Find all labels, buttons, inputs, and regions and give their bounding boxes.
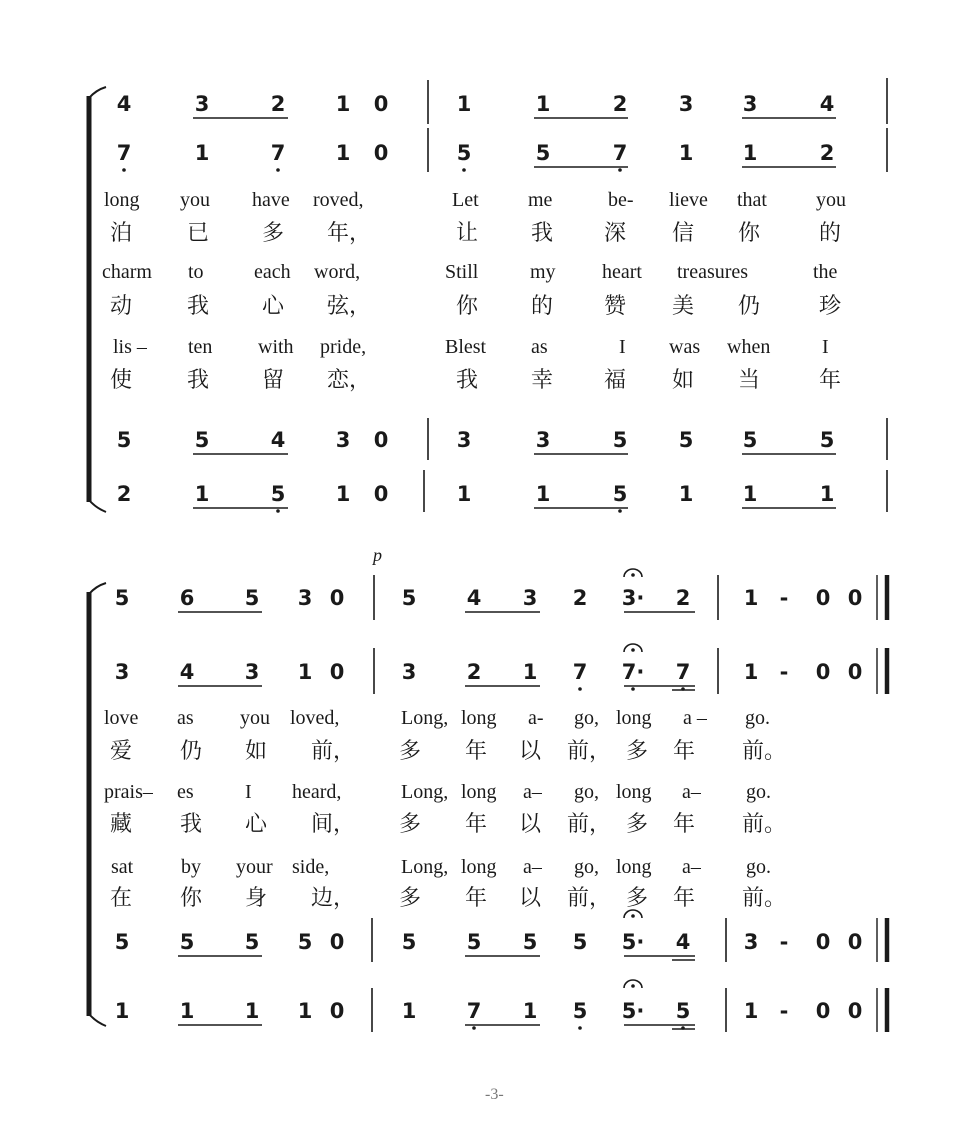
lyric-word: sat xyxy=(111,856,134,878)
note: 1 xyxy=(678,141,694,165)
octave-dot xyxy=(276,168,280,172)
lyric-char: 身 xyxy=(245,886,268,911)
octave-dot xyxy=(462,168,466,172)
lyric-char: 弦， xyxy=(327,294,372,319)
note: 0 xyxy=(847,586,863,610)
lyric-char: 深 xyxy=(604,221,627,246)
note: 4 xyxy=(270,428,286,452)
lyric-char: 你 xyxy=(738,221,761,246)
lyric-char: 边， xyxy=(311,886,356,911)
lyric-word: treasures xyxy=(677,261,749,283)
lyric-word: was xyxy=(669,336,701,358)
octave-dot xyxy=(472,1026,476,1030)
lyric-char: 以 xyxy=(519,886,542,911)
note: 5 xyxy=(179,930,195,954)
lyric-word: go. xyxy=(746,781,771,803)
lyric-word: heart xyxy=(602,261,642,283)
lyric-char: 年， xyxy=(327,221,372,246)
note: 0 xyxy=(373,92,389,116)
lyric-char: 前， xyxy=(311,739,356,764)
lyric-word: a – xyxy=(683,707,707,729)
note: 5 xyxy=(114,586,130,610)
lyric-char: 心 xyxy=(262,294,285,319)
lyric-char: 爱 xyxy=(110,739,133,764)
octave-dot xyxy=(618,168,622,172)
lyric-char: 我 xyxy=(187,368,210,393)
lyric-word: Long, xyxy=(401,781,449,803)
note: 5 xyxy=(742,428,758,452)
note: 2 xyxy=(270,92,286,116)
lyric-char: 泊 xyxy=(110,221,133,246)
note: 5 xyxy=(116,428,132,452)
note: 6 xyxy=(179,586,195,610)
note: 0 xyxy=(815,999,831,1023)
lyric-word: long xyxy=(461,781,497,803)
lyric-word: Still xyxy=(445,261,479,283)
lyric-word: me xyxy=(528,189,553,211)
note: 7 xyxy=(612,141,628,165)
lyric-word: long xyxy=(461,707,497,729)
note: - xyxy=(779,586,789,610)
lyric-char: 前， xyxy=(567,886,612,911)
lyric-char: 福 xyxy=(604,368,627,393)
lyric-word: word, xyxy=(314,261,361,283)
note: 2 xyxy=(572,586,588,610)
lyric-char: 前， xyxy=(567,739,612,764)
note: 7· xyxy=(621,660,645,684)
note: 5 xyxy=(244,930,260,954)
fermata-dot xyxy=(631,573,635,577)
lyric-word: Long, xyxy=(401,707,449,729)
octave-dot xyxy=(578,687,582,691)
lyric-char: 以 xyxy=(519,739,542,764)
lyric-word: my xyxy=(530,261,556,283)
note: 3 xyxy=(244,660,260,684)
note: 4 xyxy=(819,92,835,116)
lyric-char: 以 xyxy=(519,812,542,837)
note: 4 xyxy=(675,930,691,954)
note: 5 xyxy=(572,999,588,1023)
lyric-word: go. xyxy=(746,856,771,878)
lyric-char: 你 xyxy=(180,886,203,911)
note: 5 xyxy=(401,930,417,954)
lyric-char: 的 xyxy=(531,294,554,319)
note: 5 xyxy=(114,930,130,954)
note: 1 xyxy=(335,482,351,506)
lyric-char: 年 xyxy=(673,812,696,837)
note: 1 xyxy=(819,482,835,506)
lyric-char: 动 xyxy=(110,294,133,319)
note: 1 xyxy=(535,482,551,506)
note: 3 xyxy=(522,586,538,610)
note: 0 xyxy=(815,930,831,954)
lyric-word: you xyxy=(180,189,210,211)
bracket-bottom-hook xyxy=(89,1014,106,1026)
note: 7 xyxy=(466,999,482,1023)
note: 0 xyxy=(329,999,345,1023)
note: 3 xyxy=(456,428,472,452)
lyric-char: 当 xyxy=(738,368,761,393)
note: 1 xyxy=(335,92,351,116)
note: 7 xyxy=(270,141,286,165)
lyric-char: 多 xyxy=(399,886,422,911)
lyric-char: 珍 xyxy=(819,294,842,319)
lyric-char: 我 xyxy=(531,221,554,246)
lyric-char: 前， xyxy=(567,812,612,837)
note: 0 xyxy=(847,660,863,684)
lyric-word: prais– xyxy=(104,781,153,803)
note: 4 xyxy=(179,660,195,684)
note: 1 xyxy=(743,586,759,610)
note: 5 xyxy=(522,930,538,954)
lyric-word: go, xyxy=(574,707,599,729)
note: 3 xyxy=(335,428,351,452)
lyric-word: I xyxy=(822,336,829,358)
lyric-char: 多 xyxy=(399,812,422,837)
lyric-word: long xyxy=(104,189,140,211)
lyric-char: 多 xyxy=(399,739,422,764)
lyric-char: 心 xyxy=(245,812,268,837)
note: 4 xyxy=(116,92,132,116)
bracket-top-hook xyxy=(89,583,106,594)
note: - xyxy=(779,930,789,954)
note: 3 xyxy=(742,92,758,116)
note: 5 xyxy=(297,930,313,954)
lyric-char: 我 xyxy=(456,368,479,393)
lyric-word: Long, xyxy=(401,856,449,878)
note: 0 xyxy=(373,482,389,506)
lyric-word: you xyxy=(816,189,846,211)
note: 7 xyxy=(675,660,691,684)
lyric-char: 藏 xyxy=(110,812,133,837)
note: 3 xyxy=(535,428,551,452)
note: 5 xyxy=(819,428,835,452)
lyric-word: long xyxy=(616,707,652,729)
note: 5 xyxy=(401,586,417,610)
lyric-char: 信 xyxy=(672,221,695,246)
lyric-word: a– xyxy=(523,781,542,803)
fermata-dot xyxy=(631,648,635,652)
bracket-top-hook xyxy=(89,87,106,98)
lyric-char: 如 xyxy=(245,739,268,764)
note: 3 xyxy=(194,92,210,116)
lyric-char: 仍 xyxy=(738,294,761,319)
lyric-char: 你 xyxy=(456,294,479,319)
lyric-char: 恋， xyxy=(327,368,372,393)
note: 3 xyxy=(743,930,759,954)
octave-dot xyxy=(276,509,280,513)
note: 0 xyxy=(815,586,831,610)
dynamic-marking: p xyxy=(373,545,382,565)
lyric-word: your xyxy=(236,856,273,878)
lyric-char: 年 xyxy=(819,368,842,393)
lyric-word: each xyxy=(254,261,291,283)
lyric-word: side, xyxy=(292,856,330,878)
lyric-word: heard, xyxy=(292,781,342,803)
note: 1 xyxy=(535,92,551,116)
lyric-char: 年 xyxy=(673,739,696,764)
lyric-char: 年 xyxy=(465,812,488,837)
note: 2 xyxy=(675,586,691,610)
lyric-word: pride, xyxy=(320,336,367,358)
note: 2 xyxy=(612,92,628,116)
lyric-char: 在 xyxy=(110,886,133,911)
lyric-word: as xyxy=(531,336,548,358)
lyric-word: long xyxy=(616,856,652,878)
lyric-word: when xyxy=(727,336,771,358)
note: 5 xyxy=(612,482,628,506)
note: 1 xyxy=(401,999,417,1023)
note: 0 xyxy=(815,660,831,684)
note: 1 xyxy=(522,999,538,1023)
note: 1 xyxy=(742,482,758,506)
lyric-word: as xyxy=(177,707,194,729)
note: 3· xyxy=(621,586,645,610)
note: 3 xyxy=(401,660,417,684)
lyric-char: 我 xyxy=(187,294,210,319)
note: - xyxy=(779,660,789,684)
lyric-char: 年 xyxy=(465,886,488,911)
note: 1 xyxy=(456,482,472,506)
lyric-char: 多 xyxy=(626,739,649,764)
octave-dot xyxy=(122,168,126,172)
lyric-word: I xyxy=(245,781,252,803)
lyric-word: the xyxy=(813,261,838,283)
note: 7 xyxy=(572,660,588,684)
note: 5 xyxy=(678,428,694,452)
note: 1 xyxy=(743,660,759,684)
lyric-char: 多 xyxy=(626,886,649,911)
lyric-word: roved, xyxy=(313,189,364,211)
bracket-bottom-hook xyxy=(89,500,106,512)
note: 5 xyxy=(466,930,482,954)
note: 1 xyxy=(179,999,195,1023)
note: 5· xyxy=(621,930,645,954)
fermata-dot xyxy=(631,914,635,918)
note: 1 xyxy=(194,141,210,165)
lyric-word: go. xyxy=(745,707,770,729)
lyric-word: lis – xyxy=(113,336,147,358)
note: 0 xyxy=(329,586,345,610)
note: 0 xyxy=(847,930,863,954)
lyric-word: a– xyxy=(682,856,701,878)
note: 1 xyxy=(335,141,351,165)
lyric-word: be- xyxy=(608,189,634,211)
lyric-word: long xyxy=(616,781,652,803)
lyric-char: 前。 xyxy=(742,812,787,837)
lyric-word: charm xyxy=(102,261,152,283)
note: 7 xyxy=(116,141,132,165)
note: 2 xyxy=(466,660,482,684)
lyric-word: Let xyxy=(452,189,479,211)
note: 3 xyxy=(114,660,130,684)
note: 0 xyxy=(847,999,863,1023)
lyric-char: 让 xyxy=(456,221,479,246)
lyric-word: es xyxy=(177,781,194,803)
lyric-word: that xyxy=(737,189,767,211)
lyric-word: go, xyxy=(574,856,599,878)
note: 1 xyxy=(114,999,130,1023)
note: 1 xyxy=(194,482,210,506)
note: 5 xyxy=(244,586,260,610)
octave-dot xyxy=(578,1026,582,1030)
note: 1 xyxy=(742,141,758,165)
lyric-char: 幸 xyxy=(531,368,554,393)
page-number: -3- xyxy=(485,1086,504,1103)
note: 1 xyxy=(743,999,759,1023)
note: 1 xyxy=(678,482,694,506)
lyric-word: Blest xyxy=(445,336,487,358)
lyric-word: a– xyxy=(682,781,701,803)
note: 0 xyxy=(373,428,389,452)
lyric-char: 使 xyxy=(110,368,133,393)
note: 1 xyxy=(297,999,313,1023)
note: 5 xyxy=(270,482,286,506)
lyric-word: with xyxy=(258,336,294,358)
note: 5 xyxy=(535,141,551,165)
note: 1 xyxy=(244,999,260,1023)
lyric-char: 留 xyxy=(262,368,285,393)
lyric-word: love xyxy=(104,707,139,729)
note: 5 xyxy=(675,999,691,1023)
note: 0 xyxy=(329,930,345,954)
lyric-word: I xyxy=(619,336,626,358)
note: 2 xyxy=(116,482,132,506)
lyric-char: 仍 xyxy=(180,739,203,764)
lyric-char: 多 xyxy=(262,221,285,246)
note: 5 xyxy=(194,428,210,452)
lyric-char: 年 xyxy=(673,886,696,911)
lyric-char: 年 xyxy=(465,739,488,764)
note: 5 xyxy=(456,141,472,165)
note: 3 xyxy=(297,586,313,610)
lyric-char: 的 xyxy=(819,221,842,246)
note: 4 xyxy=(466,586,482,610)
lyric-word: lieve xyxy=(669,189,708,211)
lyric-word: a- xyxy=(528,707,544,729)
note: 5· xyxy=(621,999,645,1023)
lyric-word: go, xyxy=(574,781,599,803)
lyric-char: 美 xyxy=(672,294,695,319)
note: 3 xyxy=(678,92,694,116)
note: 0 xyxy=(373,141,389,165)
note: 5 xyxy=(612,428,628,452)
note: 0 xyxy=(329,660,345,684)
note: 2 xyxy=(819,141,835,165)
lyric-word: a– xyxy=(523,856,542,878)
lyric-word: you xyxy=(240,707,270,729)
lyric-word: have xyxy=(252,189,290,211)
lyric-word: by xyxy=(181,856,201,878)
lyric-word: long xyxy=(461,856,497,878)
fermata-dot xyxy=(631,984,635,988)
lyric-char: 前。 xyxy=(742,886,787,911)
lyric-char: 如 xyxy=(672,368,695,393)
lyric-char: 赞 xyxy=(604,294,627,319)
note: 1 xyxy=(522,660,538,684)
note: 5 xyxy=(572,930,588,954)
lyric-word: to xyxy=(188,261,204,283)
lyric-word: ten xyxy=(188,336,213,358)
note: 1 xyxy=(297,660,313,684)
lyric-char: 多 xyxy=(626,812,649,837)
note: - xyxy=(779,999,789,1023)
lyric-word: loved, xyxy=(290,707,340,729)
lyric-char: 我 xyxy=(180,812,203,837)
octave-dot xyxy=(618,509,622,513)
octave-dot xyxy=(631,687,635,691)
lyric-char: 前。 xyxy=(742,739,787,764)
lyric-char: 间， xyxy=(311,812,356,837)
lyric-char: 已 xyxy=(187,221,210,246)
note: 1 xyxy=(456,92,472,116)
